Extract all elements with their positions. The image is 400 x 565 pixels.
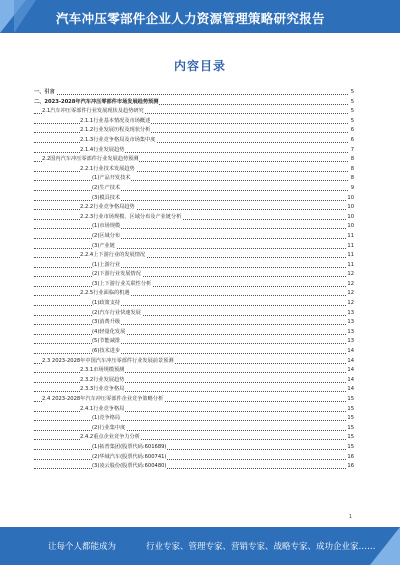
toc-leader-dots: [34, 305, 348, 306]
toc-entry-label: (5)节能减排: [92, 337, 121, 347]
toc-leader-dots: [34, 468, 348, 469]
toc-leader-dots: [34, 180, 348, 181]
toc-entry-page: 11: [346, 232, 354, 242]
footer-slogan-left: 让每个人都能成为: [48, 542, 117, 552]
footer-slogan-right: 行业专家、管理专家、营销专家、战略专家、成功企业家……: [146, 542, 376, 552]
toc-entry-label: 2.1.4行业发展趋势: [80, 146, 125, 156]
table-of-contents: [34, 88, 354, 472]
toc-entry-label: 2.1汽车冲压零部件行业发展现状及趋势研究: [42, 107, 145, 117]
toc-leader-dots: [34, 190, 348, 191]
toc-entry-label: (2)下游行业发展情况: [92, 270, 142, 280]
toc-entry[interactable]: [34, 88, 354, 98]
toc-entry[interactable]: [34, 328, 354, 338]
toc-entry-page: 5: [350, 88, 354, 98]
toc-entry[interactable]: [34, 117, 354, 127]
toc-entry-label: (2)行业集中度: [92, 424, 126, 434]
toc-entry-page: 11: [346, 242, 354, 252]
toc-entry[interactable]: [34, 414, 354, 424]
toc-entry-label: (1)拓普集团(股票代码:601689): [92, 443, 167, 453]
toc-entry[interactable]: [34, 357, 354, 367]
toc-leader-dots: [34, 248, 348, 249]
report-title: 汽车冲压零部件企业人力资源管理策略研究报告: [56, 11, 325, 26]
toc-entry[interactable]: [34, 347, 354, 357]
toc-entry-page: 10: [346, 203, 354, 213]
toc-entry[interactable]: [34, 270, 354, 280]
toc-entry[interactable]: [34, 433, 354, 443]
toc-entry-page: 14: [346, 366, 354, 376]
toc-entry[interactable]: [34, 280, 354, 290]
toc-entry-label: 2.2.2行业竞争格局趋势: [80, 203, 136, 213]
toc-entry-page: 9: [350, 184, 354, 194]
toc-leader-dots: [34, 228, 348, 229]
toc-entry[interactable]: [34, 146, 354, 156]
footer-banner: [0, 527, 400, 565]
toc-entry[interactable]: [34, 395, 354, 405]
toc-entry[interactable]: [34, 443, 354, 453]
toc-entry-page: 13: [346, 337, 354, 347]
toc-entry[interactable]: [34, 184, 354, 194]
toc-entry-label: 2.2.5行业面临的机遇: [80, 289, 131, 299]
toc-leader-dots: [34, 449, 348, 450]
toc-entry[interactable]: [34, 453, 354, 463]
toc-entry-page: 12: [346, 289, 354, 299]
toc-entry-label: (3)产业链: [92, 242, 116, 252]
toc-entry[interactable]: [34, 213, 354, 223]
toc-entry[interactable]: [34, 242, 354, 252]
toc-entry-page: 8: [350, 155, 354, 165]
toc-entry-label: (1)竞争格局: [92, 414, 121, 424]
toc-entry-page: 16: [346, 462, 354, 472]
toc-entry-label: (3)凌云股份(股票代码:600480): [92, 462, 167, 472]
toc-entry-label: 2.3.2行业发展趋势: [80, 376, 125, 386]
toc-leader-dots: [34, 267, 348, 268]
header-decoration-overlay: [14, 0, 36, 33]
toc-entry-label: (6)技术进步: [92, 347, 121, 357]
toc-entry-label: (1)上游行业: [92, 261, 121, 271]
toc-entry-label: (2)华域汽车(股票代码:600741): [92, 453, 167, 463]
toc-leader-dots: [34, 200, 348, 201]
toc-entry-page: 13: [346, 309, 354, 319]
toc-leader-dots: [34, 238, 348, 239]
report-header-banner: [0, 0, 400, 33]
toc-entry-label: 2.2国内汽车冲压零部件行业发展趋势预测: [42, 155, 139, 165]
toc-entry[interactable]: [34, 385, 354, 395]
toc-entry-page: 10: [346, 222, 354, 232]
toc-entry-page: 10: [346, 213, 354, 223]
toc-entry[interactable]: [34, 126, 354, 136]
toc-entry-page: 8: [350, 174, 354, 184]
toc-leader-dots: [34, 315, 348, 316]
toc-entry-page: 16: [346, 453, 354, 463]
toc-entry-label: 2.3.1市场规模预测: [80, 366, 125, 376]
toc-entry-label: (2)汽车行业快速发展: [92, 309, 142, 319]
toc-entry-page: 12: [346, 299, 354, 309]
toc-entry-label: 2.4 2023-2028年汽车冲压零部件企业竞争策略分析: [42, 395, 164, 405]
toc-entry[interactable]: [34, 318, 354, 328]
toc-entry-label: (3)消费升级: [92, 318, 121, 328]
toc-entry-page: 10: [346, 194, 354, 204]
toc-entry-page: 11: [346, 251, 354, 261]
toc-entry[interactable]: [34, 366, 354, 376]
toc-entry-page: 14: [346, 347, 354, 357]
toc-leader-dots: [34, 94, 348, 95]
toc-entry-page: 14: [346, 385, 354, 395]
toc-entry-label: 2.1.3行业竞争格局及市场集中度: [80, 136, 156, 146]
toc-entry-label: (3)模具技术: [92, 194, 121, 204]
toc-entry-page: 8: [350, 165, 354, 175]
toc-entry[interactable]: [34, 337, 354, 347]
toc-entry[interactable]: [34, 289, 354, 299]
toc-entry-page: 13: [346, 328, 354, 338]
page-number: 1: [348, 514, 352, 520]
toc-leader-dots: [34, 324, 348, 325]
toc-entry-page: 5: [350, 98, 354, 108]
toc-entry-label: 2.3 2023-2028年中国汽车冲压零部件行业发展前景预测: [42, 357, 175, 367]
toc-entry-page: 15: [346, 424, 354, 434]
toc-entry-label: (2)生产技术: [92, 184, 121, 194]
toc-entry[interactable]: [34, 232, 354, 242]
toc-entry-page: 5: [350, 117, 354, 127]
toc-entry-label: 一、引言: [34, 88, 56, 98]
toc-entry-label: (1)市场规模: [92, 222, 121, 232]
toc-entry-label: (1)产品开发技术: [92, 174, 131, 184]
toc-entry-page: 13: [346, 318, 354, 328]
toc-entry[interactable]: [34, 203, 354, 213]
toc-entry[interactable]: [34, 155, 354, 165]
toc-leader-dots: [34, 430, 348, 431]
toc-entry[interactable]: [34, 98, 354, 108]
toc-entry-page: 12: [346, 280, 354, 290]
toc-entry-page: 6: [350, 136, 354, 146]
toc-entry-label: 2.1.1行业基本情况及市场概述: [80, 117, 151, 127]
toc-leader-dots: [34, 334, 348, 335]
toc-entry-page: 15: [346, 433, 354, 443]
toc-entry[interactable]: [34, 136, 354, 146]
toc-entry-label: 二、2023-2028年汽车冲压零部件市场发展趋势预测: [34, 98, 159, 108]
toc-entry-label: (2)区域分布: [92, 232, 121, 242]
toc-entry-page: 14: [346, 357, 354, 367]
toc-entry[interactable]: [34, 222, 354, 232]
toc-entry-label: 2.4.1行业竞争格局: [80, 405, 125, 415]
toc-leader-dots: [34, 353, 348, 354]
toc-entry-page: 5: [350, 107, 354, 117]
toc-entry-page: 7: [350, 146, 354, 156]
toc-entry[interactable]: [34, 405, 354, 415]
toc-leader-dots: [34, 286, 348, 287]
toc-entry[interactable]: [34, 299, 354, 309]
toc-entry[interactable]: [34, 261, 354, 271]
toc-entry[interactable]: [34, 165, 354, 175]
toc-entry[interactable]: [34, 107, 354, 117]
toc-entry[interactable]: [34, 462, 354, 472]
toc-entry-page: 11: [346, 261, 354, 271]
toc-entry-label: 2.2.1行业技术发展趋势: [80, 165, 136, 175]
toc-entry-page: 14: [346, 376, 354, 386]
toc-entry-page: 15: [346, 443, 354, 453]
toc-entry-label: (1)政策支持: [92, 299, 121, 309]
toc-heading: 内容目录: [173, 59, 226, 73]
toc-entry-page: 15: [346, 414, 354, 424]
toc-entry[interactable]: [34, 174, 354, 184]
toc-entry-label: 2.2.4上下游行业的发展情况: [80, 251, 146, 261]
toc-entry-label: (4)轻量化发展: [92, 328, 126, 338]
toc-entry-label: 2.2.3行业市场规模、区域分布及产业链分析: [80, 213, 182, 223]
toc-entry-label: 2.4.2重点企业竞争力分析: [80, 433, 141, 443]
toc-leader-dots: [34, 420, 348, 421]
toc-entry-page: 12: [346, 270, 354, 280]
toc-entry[interactable]: [34, 309, 354, 319]
toc-entry-page: 15: [346, 395, 354, 405]
toc-entry-page: 6: [350, 126, 354, 136]
toc-entry[interactable]: [34, 251, 354, 261]
toc-leader-dots: [34, 459, 348, 460]
toc-leader-dots: [34, 276, 348, 277]
toc-entry-label: 2.3.3行业竞争格局: [80, 385, 125, 395]
toc-entry-page: 15: [346, 405, 354, 415]
toc-entry[interactable]: [34, 424, 354, 434]
toc-entry[interactable]: [34, 376, 354, 386]
toc-entry-label: 2.1.2行业发展历程及现状分析: [80, 126, 151, 136]
toc-entry[interactable]: [34, 194, 354, 204]
toc-entry-label: (3)上下游行业关联性分析: [92, 280, 152, 290]
toc-leader-dots: [34, 343, 348, 344]
